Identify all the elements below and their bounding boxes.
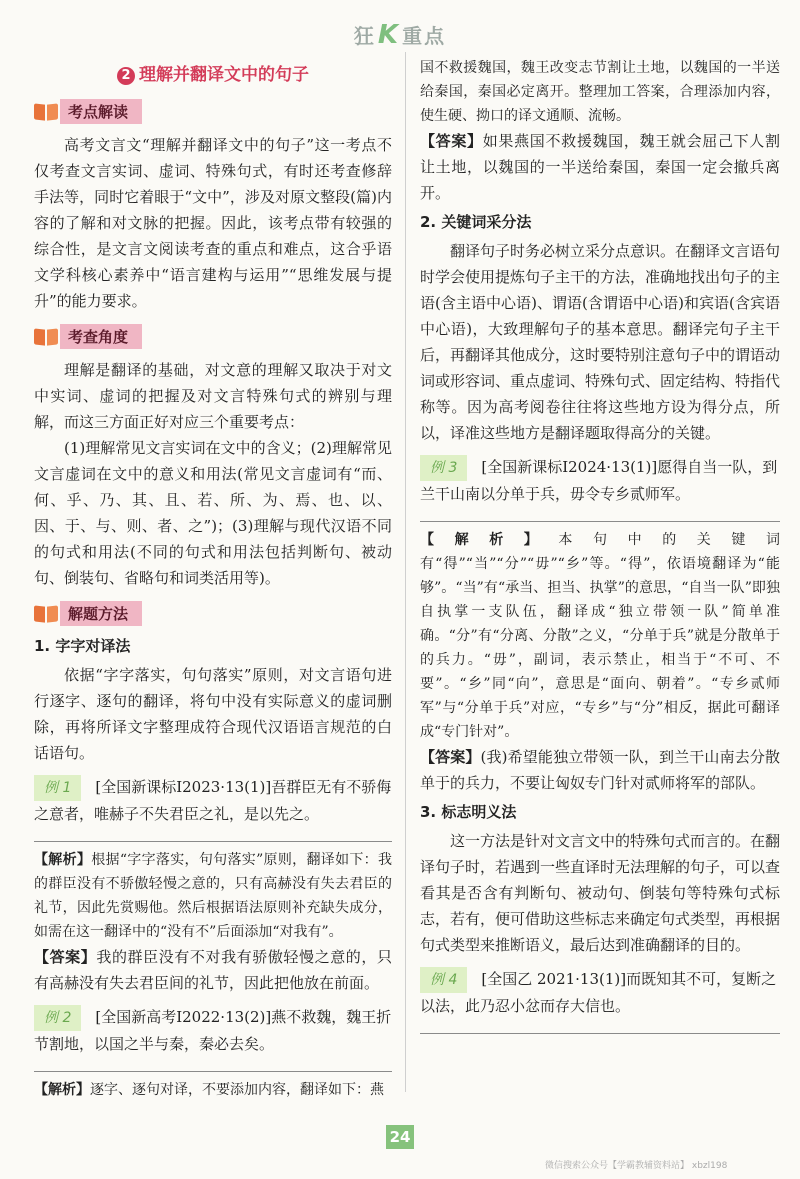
book-icon <box>34 604 58 624</box>
paragraph-jiaodu: 理解是翻译的基础，对文意的理解又取决于对文中实词、虚词的把握及对文言特殊句式的辨别与理解，而这三方面正好对应三个重要考点： <box>34 361 392 431</box>
page-header <box>0 20 800 50</box>
book-icon <box>34 102 58 122</box>
example-2: 例 2 [全国新高考Ⅰ2022·13(2)]燕不救魏，魏王折节割地，以国之半与秦，秦必去矣。 <box>34 1004 392 1057</box>
example-4-analysis-start <box>420 1033 780 1040</box>
page-number: 24 <box>386 1125 414 1149</box>
example-1-analysis: 【解析】根据“字字落实，句句落实”原则，翻译如下：我的群臣没有不骄傲轻慢之意的，只有高赫没有失去君臣的礼节，因此先赏赐他。然后根据语法原则补充缺失成分，如需在这一翻译中的“没有不”后面添加“对我有”。 【答案】我的群臣没有不对我有骄傲轻慢之意的，只有高赫没有失去君臣间的礼节，因此把他放在前面。 <box>34 841 392 996</box>
paragraph-kaodian-list: (1)理解常见文言实词在文中的含义；(2)理解常见文言虚词在文中的意义和用法(常见文言虚词有“而、何、乎、乃、其、且、若、所、为、焉、也、以、因、于、与、则、者、之”)；(3)理解与现代汉语不同的句式和用法(不同的句式和用法包括判断句、被动句、倒装句、省略句和词类活用等)。 <box>34 439 392 587</box>
example-badge: 例 1 <box>34 775 81 801</box>
example-badge: 例 2 <box>34 1005 81 1031</box>
section-title: 2 理解并翻译文中的句子 <box>34 60 392 85</box>
footnote-watermark: 微信搜索公众号【学霸教辅资料站】 xbzl198 <box>545 1161 728 1171</box>
method-2-title: 2. 关键词采分法 <box>420 213 532 231</box>
column-divider <box>405 52 406 1092</box>
example-3: 例 3 [全国新课标Ⅰ2024·13(1)]愿得自当一队，到兰干山南以分单于兵，毋令专乡贰师军。 <box>420 454 780 507</box>
left-column <box>34 56 392 1102</box>
tag-kaodian: 考点解读 <box>34 99 392 124</box>
method-1-title: 1. 字字对译法 <box>34 637 131 655</box>
book-icon <box>34 327 58 347</box>
right-column <box>420 56 780 1040</box>
tag-fangfa: 解题方法 <box>34 601 392 626</box>
brand-logo: 狂K 重点 <box>353 20 447 50</box>
example-2-answer: 【答案】如果燕国不救援魏国，魏王就会屈己下人割让土地，以魏国的一半送给秦国，秦国一定会撤兵离开。 <box>420 132 780 202</box>
example-1: 例 1 [全国新课标Ⅰ2023·13(1)]吾群臣无有不骄侮之意者，唯赫子不失君臣之礼，是以先之。 <box>34 774 392 827</box>
example-2-analysis: 【解析】逐字、逐句对译，不要添加内容，翻译如下：燕 <box>34 1071 392 1102</box>
example-2-analysis-cont: 国不救援魏国，魏王改变志节割让土地，以魏国的一半送给秦国，秦国必定离开。整理加工答案，合理添加内容，使生硬、拗口的译文通顺、流畅。 <box>420 60 780 124</box>
tag-jiaodu: 考查角度 <box>34 324 392 349</box>
section-number-badge: 2 <box>117 67 135 85</box>
paragraph-kaodian: 高考文言文“理解并翻译文中的句子”这一考点不仅考查文言实词、虚词、特殊句式，有时还考查修辞手法等，同时它着眼于“文中”，涉及对原文整段(篇)内容的了解和对文脉的把握。因此，该考点带有较强的综合性，是文言文阅读考查的重点和难点，这合乎语文学科核心素养中“语言建构与运用”“思维发展与提升”的能力要求。 <box>34 136 392 310</box>
method-2-text: 翻译句子时务必树立采分点意识。在翻译文言语句时学会使用提炼句子主干的方法，准确地找出句子的主语(含主语中心语)、谓语(含谓语中心语)和宾语(含宾语中心语)，大致理解句子的基本意思。翻译完句子主干后，再翻译其他成分，这时要特别注意句子中的谓语动词或形容词、重点虚词、特殊句式、固定结构、特指代称等。因为高考阅卷往往将这些地方设为得分点，所以，译准这些地方是翻译题取得高分的关键。 <box>420 242 781 442</box>
example-badge: 例 3 <box>420 455 467 481</box>
method-3-title: 3. 标志明义法 <box>420 803 517 821</box>
method-3-text: 这一方法是针对文言文中的特殊句式而言的。在翻译句子时，若遇到一些直译时无法理解的句子，可以查看其是否含有判断句、被动句、倒装句等特殊句式标志，若有，便可借助这些标志来确定句式类型，再根据句式类型来推断语义，最后达到准确翻译的目的。 <box>420 832 781 954</box>
example-3-analysis: 【解析】本句中的关键词有“得”“当”“分”“毋”“乡”等。“得”，依语境翻译为“能够”。“当”有“承当、担当、执掌”的意思，“自当一队”即独自执掌一支队伍，翻译成“独立带领一队”简单准确。“分”有“分离、分散”之义，“分单于兵”就是分散单于的兵力。“毋”，副词，表示禁止，相当于“不可、不要”。“乡”同“向”，意思是“面向、朝着”。“专乡贰师军”与“分单于兵”对应，“专乡”与“分”相反，据此可翻译成“专门针对”。 【答案】(我)希望能独立带领一队，到兰干山南去分散单于的兵力，不要让匈奴专门针对贰师将军的部队。 <box>420 521 780 796</box>
example-badge: 例 4 <box>420 967 467 993</box>
method-1-text: 依据“字字落实，句句落实”原则，对文言语句进行逐字、逐句的翻译，将句中没有实际意义的虚词删除，再将所译文字整理成符合现代汉语语言规范的白话语句。 <box>34 666 392 762</box>
example-4: 例 4 [全国乙 2021·13(1)]而既知其不可，复断之以法，此乃忍小忿而存大信也。 <box>420 966 780 1019</box>
